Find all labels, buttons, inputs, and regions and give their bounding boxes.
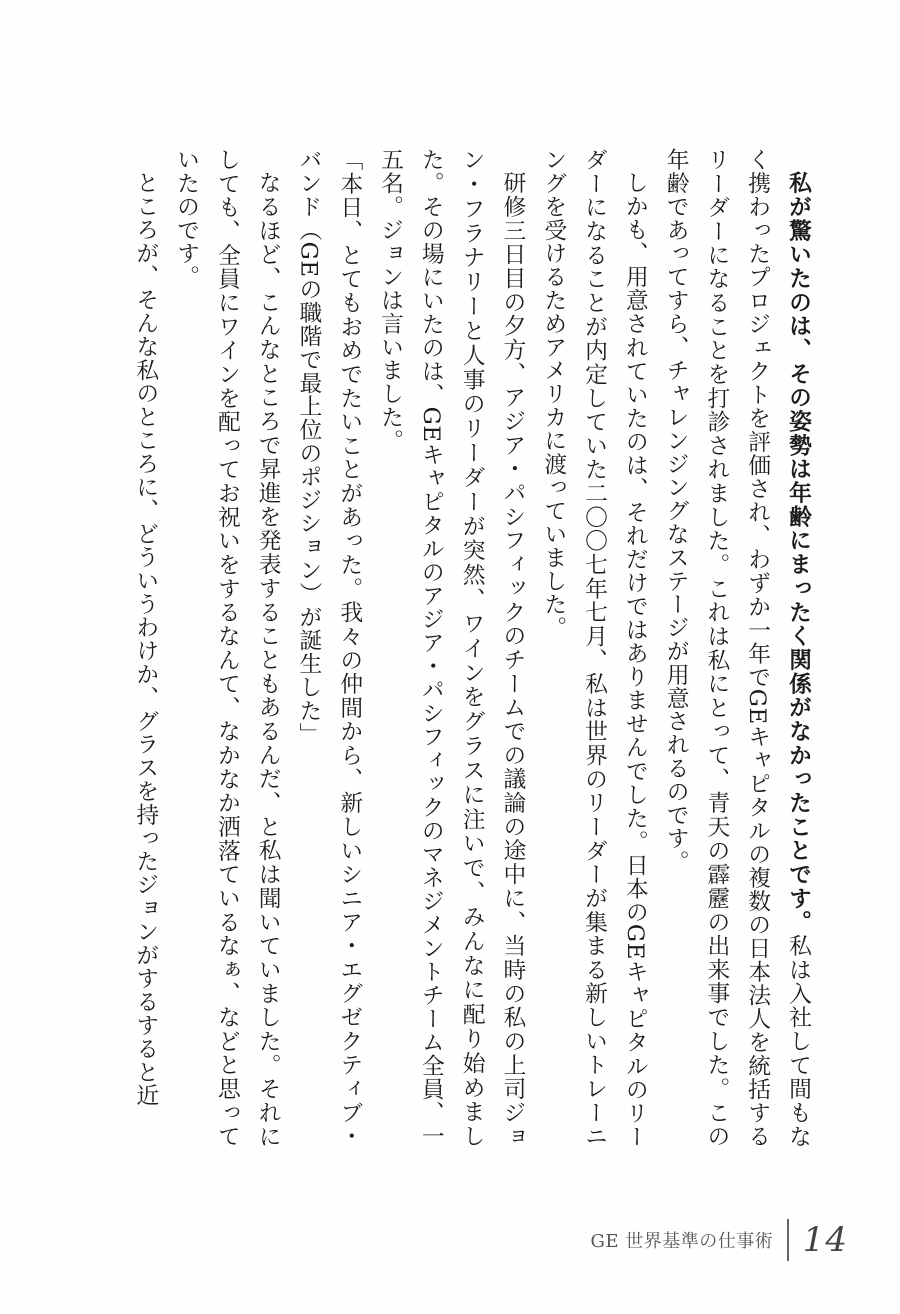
running-title: GE 世界基準の仕事術	[590, 1231, 774, 1252]
paragraph-5: なるほど、こんなところで昇進を発表することもあるんだ、と私は聞いていました。それにしても、全員にワインを配ってお祝いをするなんて、なかなか洒落ているなぁ、などと思っていたのです。	[173, 148, 281, 1148]
paragraph-2: しかも、用意されていたのは、それだけではありませんでした。日本のGEキャピタルのリーダーになることが内定していた二〇〇七年七月、私は世界のリーダーが集まる新しいトレーニングを受けるためアメリカに渡っていました。	[540, 148, 648, 1148]
paragraph-4-quote: 「本日、とてもおめでたいことがあった。我々の仲間から、新しいシニア・エグゼクティブ・バンド（GEの職階で最上位のポジション）が誕生した」	[295, 148, 363, 1148]
paragraph-6: ところが、そんな私のところに、どういうわけか、グラスを持ったジョンがするすると近	[132, 170, 159, 1107]
paragraph-3: 研修三日目の夕方、アジア・パシフィックのチームでの議論の途中に、当時の私の上司ジョン・フラナリーと人事のリーダーが突然、ワインをグラスに注いで、みんなに配り始めました。その場にいたのは、GEキャピタルのアジア・パシフィックのマネジメントチーム全員、一五名。ジョンは言いました。	[377, 148, 526, 1148]
paragraph-1-text: 私は入社して間もなく携わったプロジェクトを評価され、わずか一年でGEキャピタルの複数の日本法人を統括するリーダーになることを打診されました。これは私にとって、青天の霹靂の出来事でした。この年齢であってすら、チャレンジングなステージが用意されるのです。	[662, 148, 811, 1148]
page-number: 14	[802, 1220, 848, 1260]
emphasized-sentence: 私が驚いたのは、その姿勢は年齢にまったく関係がなかったことです。	[785, 170, 811, 934]
paragraph-1	[655, 148, 818, 1148]
page-footer	[590, 1218, 848, 1262]
vertical-body-text	[98, 148, 818, 1148]
